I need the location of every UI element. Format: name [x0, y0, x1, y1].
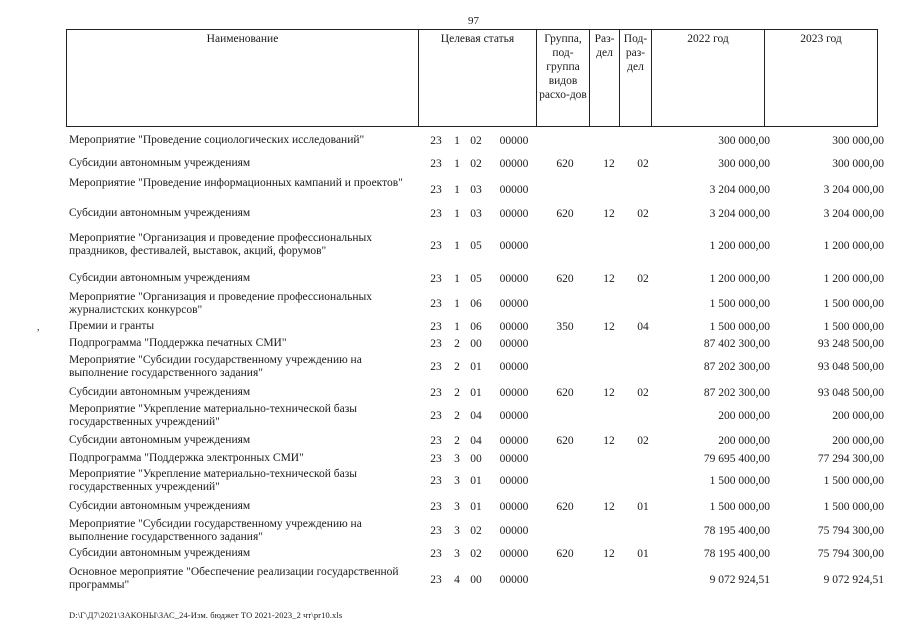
value-2023: 300 000,00 — [832, 157, 884, 170]
code-a: 23 — [430, 409, 442, 422]
name: Субсидии автономным учреждениям — [69, 434, 251, 446]
code-a: 23 — [430, 452, 442, 465]
code-c: 03 — [470, 207, 482, 220]
code-c: 05 — [470, 272, 482, 285]
value-2022: 78 195 400,00 — [703, 524, 770, 537]
name: Мероприятие "Проведение социологических исследований" — [69, 134, 365, 146]
value-2023: 77 294 300,00 — [817, 452, 884, 465]
value-2022: 87 402 300,00 — [703, 337, 770, 350]
code-b: 1 — [454, 272, 460, 285]
value-2023: 9 072 924,51 — [823, 573, 884, 586]
code-b: 2 — [454, 409, 460, 422]
group: 350 — [556, 320, 574, 333]
group: 620 — [556, 272, 574, 285]
header-name: Наименование — [67, 30, 419, 127]
code-a: 23 — [430, 134, 442, 147]
code-c: 00 — [470, 452, 482, 465]
podrazdel: 04 — [637, 320, 649, 333]
header-podrazdel: Под-раз-дел — [620, 30, 652, 127]
podrazdel: 01 — [637, 500, 649, 513]
value-2023: 200 000,00 — [832, 409, 884, 422]
code-d: 00000 — [499, 409, 529, 422]
value-2023: 1 500 000,00 — [823, 297, 884, 310]
group: 620 — [556, 157, 574, 170]
code-b: 1 — [454, 207, 460, 220]
code-d: 00000 — [499, 524, 529, 537]
value-2023: 93 248 500,00 — [817, 337, 884, 350]
code-c: 02 — [470, 134, 482, 147]
group: 620 — [556, 500, 574, 513]
razdel: 12 — [603, 207, 615, 220]
value-2023: 300 000,00 — [832, 134, 884, 147]
group: 620 — [556, 547, 574, 560]
podrazdel: 02 — [637, 157, 649, 170]
header-target: Целевая статья — [419, 30, 537, 127]
name: Субсидии автономным учреждениям — [69, 500, 251, 512]
value-2023: 75 794 300,00 — [817, 547, 884, 560]
code-b: 3 — [454, 474, 460, 487]
podrazdel: 02 — [637, 386, 649, 399]
footer-path: D:\Г\Д7\2021\ЗАКОНЫ\ЗАС_24-Изм. бюджет ТО 2021-2023_2 чт\pr10.xls — [69, 610, 343, 620]
code-b: 3 — [454, 524, 460, 537]
code-a: 23 — [430, 320, 442, 333]
razdel: 12 — [603, 320, 615, 333]
code-c: 01 — [470, 386, 482, 399]
code-b: 1 — [454, 134, 460, 147]
code-a: 23 — [430, 524, 442, 537]
razdel: 12 — [603, 434, 615, 447]
code-d: 00000 — [499, 207, 529, 220]
value-2022: 300 000,00 — [718, 134, 770, 147]
value-2022: 1 200 000,00 — [709, 239, 770, 252]
code-c: 01 — [470, 500, 482, 513]
value-2022: 3 204 000,00 — [709, 183, 770, 196]
value-2023: 200 000,00 — [832, 434, 884, 447]
header-2023: 2023 год — [765, 30, 878, 127]
code-d: 00000 — [499, 452, 529, 465]
name: Субсидии автономным учреждениям — [69, 157, 251, 169]
value-2022: 1 500 000,00 — [709, 500, 770, 513]
value-2022: 200 000,00 — [718, 434, 770, 447]
code-c: 00 — [470, 573, 482, 586]
value-2022: 78 195 400,00 — [703, 547, 770, 560]
code-b: 3 — [454, 452, 460, 465]
group: 620 — [556, 434, 574, 447]
value-2023: 1 200 000,00 — [823, 272, 884, 285]
code-a: 23 — [430, 207, 442, 220]
code-d: 00000 — [499, 386, 529, 399]
name: Мероприятие "Укрепление материально-технической базы государственных учреждений" — [69, 468, 358, 493]
code-a: 23 — [430, 547, 442, 560]
code-c: 01 — [470, 474, 482, 487]
value-2023: 93 048 500,00 — [817, 360, 884, 373]
code-c: 03 — [470, 183, 482, 196]
razdel: 12 — [603, 272, 615, 285]
code-a: 23 — [430, 500, 442, 513]
name: Мероприятие "Организация и проведение профессиональных праздников, фестивалей, выставок, акций, форумов" — [69, 232, 373, 257]
header-razdel: Раз-дел — [590, 30, 620, 127]
name: Мероприятие "Укрепление материально-технической базы государственных учреждений" — [69, 403, 358, 428]
value-2022: 3 204 000,00 — [709, 207, 770, 220]
code-a: 23 — [430, 297, 442, 310]
header-2022: 2022 год — [652, 30, 765, 127]
value-2023: 1 500 000,00 — [823, 474, 884, 487]
code-b: 1 — [454, 157, 460, 170]
value-2023: 1 200 000,00 — [823, 239, 884, 252]
razdel: 12 — [603, 386, 615, 399]
name: Мероприятие "Проведение информационных кампаний и проектов" — [69, 177, 403, 189]
code-c: 06 — [470, 297, 482, 310]
razdel: 12 — [603, 500, 615, 513]
code-d: 00000 — [499, 239, 529, 252]
value-2023: 93 048 500,00 — [817, 386, 884, 399]
code-d: 00000 — [499, 500, 529, 513]
name: Мероприятие "Субсидии государственному учреждению на выполнение государственного задания" — [69, 354, 362, 379]
name: Премии и гранты — [69, 320, 155, 332]
code-c: 00 — [470, 337, 482, 350]
value-2022: 1 500 000,00 — [709, 297, 770, 310]
code-b: 1 — [454, 239, 460, 252]
code-d: 00000 — [499, 297, 529, 310]
value-2023: 1 500 000,00 — [823, 500, 884, 513]
code-b: 4 — [454, 573, 460, 586]
code-d: 00000 — [499, 134, 529, 147]
code-a: 23 — [430, 573, 442, 586]
code-b: 1 — [454, 320, 460, 333]
code-d: 00000 — [499, 547, 529, 560]
group: 620 — [556, 207, 574, 220]
podrazdel: 02 — [637, 434, 649, 447]
value-2022: 79 695 400,00 — [703, 452, 770, 465]
name: Подпрограмма "Поддержка электронных СМИ" — [69, 452, 304, 464]
code-c: 02 — [470, 524, 482, 537]
name: Мероприятие "Организация и проведение профессиональных журналистских конкурсов" — [69, 291, 373, 316]
code-c: 02 — [470, 157, 482, 170]
value-2023: 3 204 000,00 — [823, 207, 884, 220]
value-2022: 1 500 000,00 — [709, 320, 770, 333]
code-b: 1 — [454, 183, 460, 196]
value-2022: 1 200 000,00 — [709, 272, 770, 285]
code-c: 01 — [470, 360, 482, 373]
name: Субсидии автономным учреждениям — [69, 207, 251, 219]
code-a: 23 — [430, 272, 442, 285]
podrazdel: 01 — [637, 547, 649, 560]
code-a: 23 — [430, 474, 442, 487]
code-c: 02 — [470, 547, 482, 560]
value-2022: 300 000,00 — [718, 157, 770, 170]
code-b: 3 — [454, 547, 460, 560]
code-c: 04 — [470, 409, 482, 422]
code-d: 00000 — [499, 434, 529, 447]
code-d: 00000 — [499, 360, 529, 373]
code-d: 00000 — [499, 337, 529, 350]
value-2023: 75 794 300,00 — [817, 524, 884, 537]
razdel: 12 — [603, 547, 615, 560]
code-c: 05 — [470, 239, 482, 252]
code-a: 23 — [430, 183, 442, 196]
code-d: 00000 — [499, 157, 529, 170]
stray-mark: , — [37, 322, 40, 333]
code-b: 2 — [454, 386, 460, 399]
code-b: 1 — [454, 297, 460, 310]
code-d: 00000 — [499, 474, 529, 487]
name: Субсидии автономным учреждениям — [69, 386, 251, 398]
page-number: 97 — [468, 15, 479, 27]
name: Подпрограмма "Поддержка печатных СМИ" — [69, 337, 287, 349]
value-2023: 1 500 000,00 — [823, 320, 884, 333]
code-d: 00000 — [499, 183, 529, 196]
code-a: 23 — [430, 239, 442, 252]
value-2022: 87 202 300,00 — [703, 360, 770, 373]
code-d: 00000 — [499, 573, 529, 586]
code-c: 04 — [470, 434, 482, 447]
value-2022: 1 500 000,00 — [709, 474, 770, 487]
value-2022: 200 000,00 — [718, 409, 770, 422]
code-b: 2 — [454, 434, 460, 447]
code-a: 23 — [430, 337, 442, 350]
razdel: 12 — [603, 157, 615, 170]
code-a: 23 — [430, 434, 442, 447]
name: Основное мероприятие "Обеспечение реализации государственной программы" — [69, 566, 399, 591]
name: Мероприятие "Субсидии государственному учреждению на выполнение государственного задания" — [69, 518, 362, 543]
code-d: 00000 — [499, 272, 529, 285]
code-b: 2 — [454, 360, 460, 373]
code-c: 06 — [470, 320, 482, 333]
value-2023: 3 204 000,00 — [823, 183, 884, 196]
value-2022: 9 072 924,51 — [709, 573, 770, 586]
value-2022: 87 202 300,00 — [703, 386, 770, 399]
code-a: 23 — [430, 360, 442, 373]
group: 620 — [556, 386, 574, 399]
podrazdel: 02 — [637, 207, 649, 220]
name: Субсидии автономным учреждениям — [69, 272, 251, 284]
code-d: 00000 — [499, 320, 529, 333]
name: Субсидии автономным учреждениям — [69, 547, 251, 559]
header-group: Группа, под-группа видов расхо-дов — [537, 30, 590, 127]
code-a: 23 — [430, 157, 442, 170]
code-b: 2 — [454, 337, 460, 350]
podrazdel: 02 — [637, 272, 649, 285]
code-a: 23 — [430, 386, 442, 399]
code-b: 3 — [454, 500, 460, 513]
